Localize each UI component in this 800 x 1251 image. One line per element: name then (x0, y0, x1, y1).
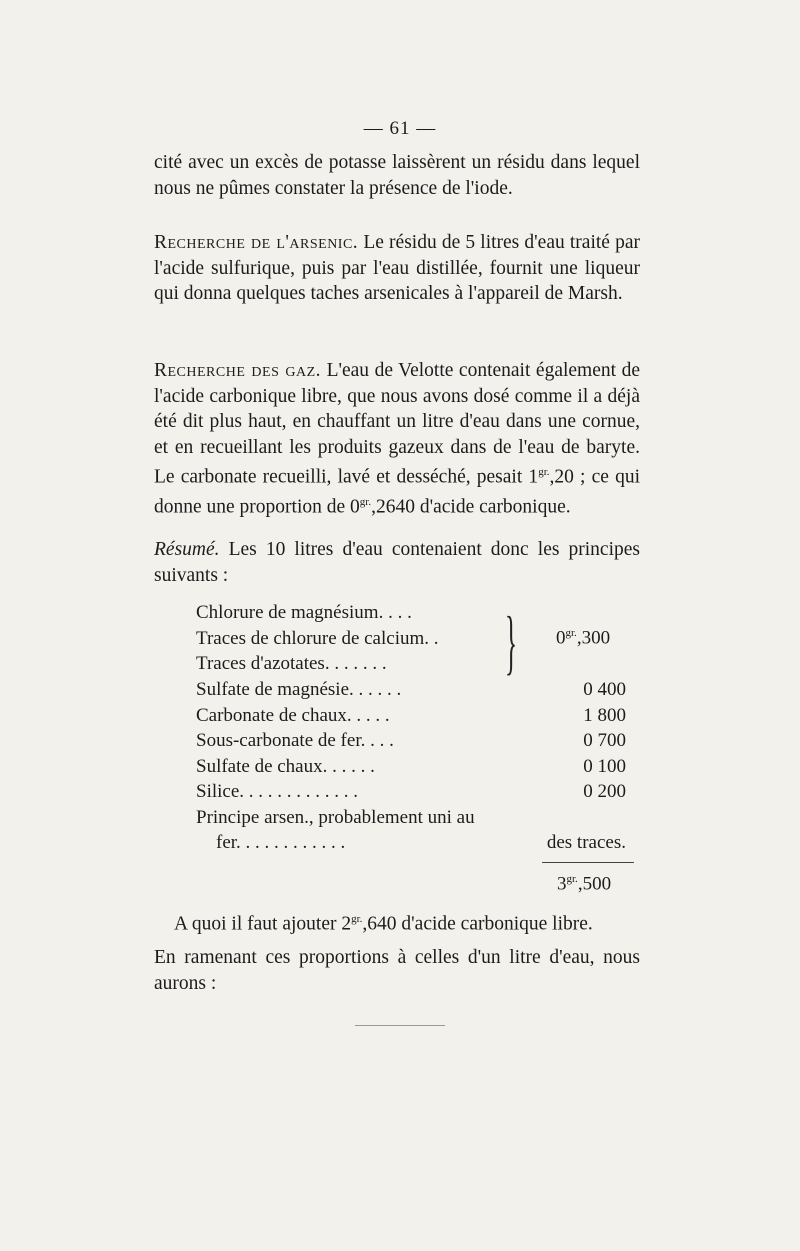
paragraph-gaz-text-a: L'eau de Velotte contenait également de l'acide carbonique libre, que nous avons dosé comme il a déjà été dit plus haut, en chauffant un litre d'eau dans une cornue, et en recueillant les produits gazeux dans de l'eau de baryte. Le carbonate recueilli, lavé et desséché, pesait 1 (154, 360, 640, 488)
paragraph-arsenic (154, 230, 640, 307)
table-row (196, 830, 626, 855)
table-row (196, 779, 626, 804)
paragraph-ajouter-a: A quoi il faut ajouter 2 (174, 913, 352, 935)
row-label: Carbonate de chaux. . . . . (196, 705, 390, 726)
paragraph-ajouter-b: ,640 d'acide carbonique libre. (362, 913, 593, 935)
total-main: 3 (557, 873, 567, 895)
section-heading-gaz: Recherche des gaz. (154, 360, 322, 381)
paragraph-gaz-text-c: ,2640 d'acide carbonique. (371, 496, 571, 518)
row-label: Traces d'azotates. . . . . . . (196, 653, 387, 674)
row-value: 0 700 (583, 730, 626, 751)
row-label: fer. . . . . . . . . . . . (216, 832, 346, 853)
superscript-gr: gr. (565, 627, 577, 639)
row-label: Principe arsen., probablement uni au (196, 807, 475, 828)
row-value: 1 800 (583, 705, 626, 726)
row-label: Chlorure de magnésium. . . . (196, 602, 412, 623)
table-row (196, 651, 626, 676)
table-row (196, 600, 626, 625)
superscript-gr: gr. (359, 496, 372, 508)
paragraph-gaz-text-b: ,20 ; ce qui donne une proportion de 0 (154, 466, 640, 518)
row-value: des traces. (546, 832, 626, 853)
paragraph-intro-text: cité avec un excès de potasse laissèrent un résidu dans lequel nous ne pûmes constater la présence de l'iode. (154, 152, 640, 199)
section-heading-resume: Résumé. (154, 539, 220, 560)
row-label: Traces de chlorure de calcium. . (196, 628, 439, 649)
row-value: 0 200 (583, 781, 626, 802)
grouped-value-rest: ,300 (576, 627, 611, 649)
table-row (196, 805, 626, 830)
total-rule (542, 862, 634, 863)
paragraph-resume-text: Les 10 litres d'eau contenaient donc les principes suivants : (154, 539, 640, 586)
table-row (196, 728, 626, 753)
row-value: 0 400 (583, 679, 626, 700)
row-label: Silice. . . . . . . . . . . . . (196, 781, 359, 802)
row-label: Sous-carbonate de fer. . . . (196, 730, 394, 751)
total-value (557, 873, 611, 895)
paragraph-intro (154, 150, 640, 201)
superscript-gr: gr. (538, 466, 550, 478)
paragraph-ramenant-text: En ramenant ces proportions à celles d'un litre d'eau, nous aurons : (154, 947, 640, 994)
grouped-value (556, 627, 610, 649)
brace-glyph: } (505, 602, 518, 682)
page-number: — 61 — (363, 118, 437, 139)
paragraph-resume (154, 537, 640, 588)
paragraph-ajouter (174, 907, 640, 937)
superscript-gr: gr. (351, 913, 363, 925)
row-label: Sulfate de magnésie. . . . . . (196, 679, 402, 700)
paragraph-ramenant (154, 945, 640, 996)
grouped-value-main: 0 (556, 627, 566, 649)
paragraph-gaz (154, 358, 640, 520)
closing-rule (355, 1025, 445, 1026)
table-row (196, 703, 626, 728)
row-label: Sulfate de chaux. . . . . . (196, 756, 375, 777)
paragraph-arsenic-text: Le résidu de 5 litres d'eau traité par l'acide sulfurique, puis par l'eau distillée, fournit une liqueur qui donna quelques taches arsenicales à l'appareil de Marsh. (154, 232, 640, 304)
row-value: 0 100 (583, 756, 626, 777)
table-row (196, 754, 626, 779)
total-rest: ,500 (577, 873, 612, 895)
table-row (196, 677, 626, 702)
superscript-gr: gr. (566, 873, 578, 885)
section-heading-arsenic: Recherche de l'arsenic. (154, 232, 359, 253)
